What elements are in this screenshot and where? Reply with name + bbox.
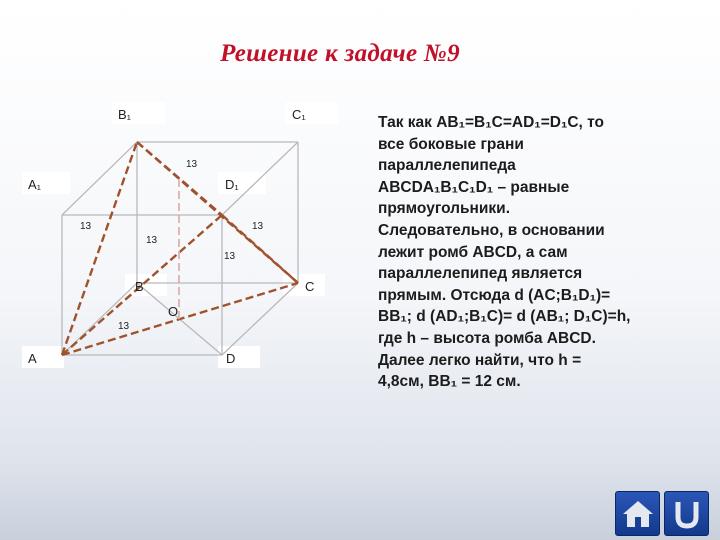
- vertex-label-c1: C₁: [292, 107, 306, 122]
- diagonal-b1c: [137, 142, 298, 283]
- vertex-label-a1: A₁: [28, 177, 42, 192]
- vertex-label-b1: B₁: [118, 107, 132, 122]
- solution-line: 4,8см, BB₁ = 12 см.: [378, 373, 521, 391]
- return-button[interactable]: [664, 491, 709, 536]
- solution-line: Так как AB₁=B₁C=AD₁=D₁C, то: [378, 114, 605, 131]
- solution-line: все боковые грани: [378, 135, 524, 153]
- label-box-b: [125, 274, 167, 296]
- u-turn-icon: [669, 496, 705, 532]
- solution-line: где h – высота ромба ABCD.: [378, 329, 596, 347]
- length-label-ab: 13: [118, 321, 130, 332]
- parallelepiped-figure: [0, 0, 370, 400]
- home-button[interactable]: [615, 491, 660, 536]
- slide-title: Решение к задаче №9: [220, 40, 460, 67]
- length-label-b1c: 13: [224, 251, 236, 262]
- edge-a1b1: [62, 142, 137, 215]
- solution-line: прямоугольники.: [378, 200, 511, 218]
- solution-line: прямым. Отсюда d (AC;B₁D₁)=: [378, 286, 611, 304]
- solution-line: параллелепипеда: [378, 157, 516, 175]
- solution-line: BB₁; d (AD₁;B₁C)= d (AB₁; D₁C)=h,: [378, 308, 631, 326]
- label-box-c: [283, 274, 325, 296]
- solution-line: ABCDA₁B₁C₁D₁ – равные: [378, 178, 570, 196]
- solution-line: Далее легко найти, что h =: [378, 351, 582, 369]
- length-label-b1d1: 13: [186, 159, 198, 170]
- vertex-label-d1: D₁: [225, 177, 239, 192]
- solution-line: параллелепипед является: [378, 265, 583, 283]
- length-label-ab1: 13: [80, 221, 92, 232]
- vertex-label-o: O: [168, 304, 179, 319]
- length-label-ad1: 13: [146, 235, 158, 246]
- vertex-label-d: D: [226, 351, 236, 366]
- house-icon: [620, 496, 656, 532]
- vertex-label-c: C: [305, 279, 315, 294]
- solution-line: лежит ромб ABCD, а сам: [378, 243, 568, 261]
- vertex-label-a: A: [28, 351, 37, 366]
- vertex-label-b: B: [135, 279, 144, 294]
- label-box-d: [218, 346, 260, 368]
- length-label-d1c: 13: [252, 221, 264, 232]
- solution-text: [378, 112, 708, 393]
- diagonal-ac: [62, 283, 298, 355]
- solution-line: Следовательно, в основании: [378, 221, 605, 239]
